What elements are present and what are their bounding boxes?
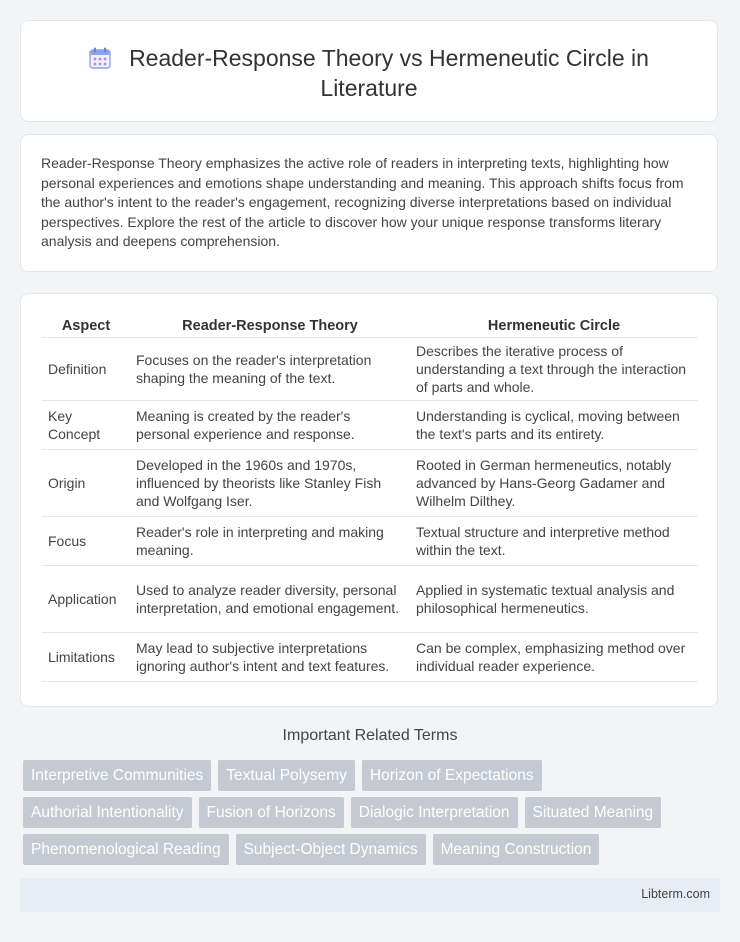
aspect-cell: Focus [42, 517, 130, 566]
tag-textual-polysemy[interactable]: Textual Polysemy [218, 760, 355, 791]
table-row [42, 450, 698, 517]
tag-row [23, 760, 703, 791]
aspect-cell: Definition [42, 338, 130, 401]
related-terms-heading: Important Related Terms [282, 727, 458, 744]
tag-horizon-of-expectations[interactable]: Horizon of Expectations [362, 760, 542, 791]
table-row [42, 338, 698, 401]
comparison-card [20, 293, 718, 707]
table-row [42, 633, 698, 682]
aspect-cell: Key Concept [42, 401, 130, 450]
table-row [42, 566, 698, 633]
tag-row [23, 834, 703, 865]
reader-response-cell: Used to analyze reader diversity, personal interpretation, and emotional engagement. [130, 566, 410, 633]
aspect-cell: Application [42, 566, 130, 633]
hermeneutic-circle-cell: Describes the iterative process of understanding a text through the interaction of parts and whole. [410, 338, 698, 401]
page-title-wrap [61, 43, 677, 103]
tag-fusion-of-horizons[interactable]: Fusion of Horizons [199, 797, 344, 828]
hermeneutic-circle-cell: Textual structure and interpretive method within the text. [410, 517, 698, 566]
reader-response-cell: Focuses on the reader's interpretation shaping the meaning of the text. [130, 338, 410, 401]
reader-response-cell: Developed in the 1960s and 1970s, influenced by theorists like Stanley Fish and Wolfgang Iser. [130, 450, 410, 517]
footer [20, 878, 720, 912]
tag-interpretive-communities[interactable]: Interpretive Communities [23, 760, 211, 791]
reader-response-cell: Reader's role in interpreting and making meaning. [130, 517, 410, 566]
reader-response-cell: Meaning is created by the reader's personal experience and response. [130, 401, 410, 450]
title-card [20, 20, 718, 122]
hermeneutic-circle-cell: Understanding is cyclical, moving between the text's parts and its entirety. [410, 401, 698, 450]
table-header-row [42, 312, 698, 338]
column-header-reader-response: Reader-Response Theory [130, 312, 410, 338]
tag-authorial-intentionality[interactable]: Authorial Intentionality [23, 797, 192, 828]
tag-situated-meaning[interactable]: Situated Meaning [525, 797, 662, 828]
page-title: Reader-Response Theory vs Hermeneutic Circle in Literature [129, 45, 649, 101]
related-terms-list [23, 760, 703, 871]
column-header-hermeneutic-circle: Hermeneutic Circle [410, 312, 698, 338]
hermeneutic-circle-cell: Rooted in German hermeneutics, notably advanced by Hans-Georg Gadamer and Wilhelm Dilthey. [410, 450, 698, 517]
reader-response-cell: May lead to subjective interpretations ignoring author's intent and text features. [130, 633, 410, 682]
aspect-cell: Origin [42, 450, 130, 517]
calendar-icon [89, 46, 111, 68]
column-header-aspect: Aspect [42, 312, 130, 338]
tag-dialogic-interpretation[interactable]: Dialogic Interpretation [351, 797, 518, 828]
table-row [42, 517, 698, 566]
aspect-cell: Limitations [42, 633, 130, 682]
intro-text: Reader-Response Theory emphasizes the active role of readers in interpreting texts, highlighting how personal experiences and emotions shape understanding and meaning. This approach shifts focus from the author's intent to the reader's engagement, recognizing diverse interpretations based on individual perspectives. Explore the rest of the article to discover how your unique response transforms literary analysis and deepens comprehension. [41, 155, 684, 249]
tag-meaning-construction[interactable]: Meaning Construction [433, 834, 600, 865]
hermeneutic-circle-cell: Applied in systematic textual analysis and philosophical hermeneutics. [410, 566, 698, 633]
tag-row [23, 797, 703, 828]
tag-subject-object-dynamics[interactable]: Subject-Object Dynamics [236, 834, 426, 865]
tag-phenomenological-reading[interactable]: Phenomenological Reading [23, 834, 229, 865]
hermeneutic-circle-cell: Can be complex, emphasizing method over individual reader experience. [410, 633, 698, 682]
table-row [42, 401, 698, 450]
intro-card [20, 134, 718, 272]
comparison-table [42, 312, 698, 682]
footer-site-link[interactable]: Libterm.com [641, 887, 710, 901]
